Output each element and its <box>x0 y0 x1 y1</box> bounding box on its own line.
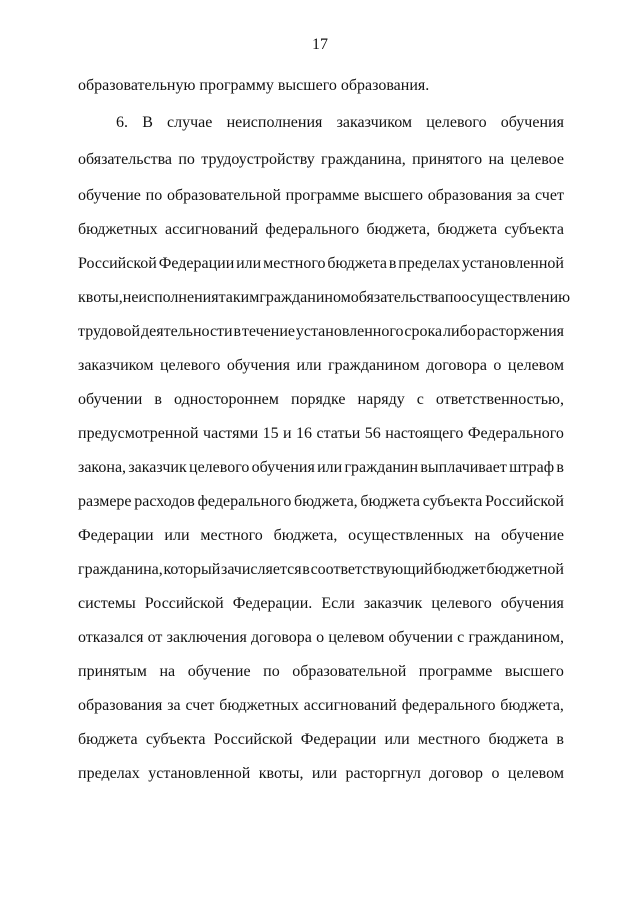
word: штраф <box>509 459 555 476</box>
word: размере <box>78 493 132 510</box>
word: Федерации <box>300 731 377 748</box>
word: бюджетных <box>78 221 158 238</box>
word: ответственностью, <box>435 391 564 408</box>
word: с <box>457 629 465 646</box>
text-line <box>78 526 564 546</box>
word: по <box>145 187 163 204</box>
word: бюджета <box>360 493 421 510</box>
word: гражданин <box>344 459 419 476</box>
word: неисполнения <box>122 289 219 306</box>
word: Если <box>321 595 355 612</box>
text-line <box>78 186 564 206</box>
word: за <box>516 187 531 204</box>
word: с <box>416 391 424 408</box>
page-number: 17 <box>312 36 328 53</box>
word: бюджета, <box>366 221 431 238</box>
word: федерального <box>265 221 360 238</box>
word: образования <box>427 187 513 204</box>
word: гражданином <box>328 357 420 374</box>
word: зачисляется <box>221 561 302 578</box>
word: в <box>233 323 242 340</box>
word: таким <box>218 289 260 306</box>
word: о <box>493 357 502 374</box>
word: или <box>384 731 410 748</box>
word: 6. <box>116 114 128 131</box>
word: договор <box>429 765 484 782</box>
word: выплачивает <box>420 459 507 476</box>
word: или <box>317 459 343 476</box>
word: за <box>167 697 181 714</box>
word: либо <box>443 323 476 340</box>
word: обучение <box>78 187 141 204</box>
word: целевом <box>328 629 385 646</box>
word: договора <box>251 629 312 646</box>
word: бюджета, <box>294 493 358 510</box>
word: Федерального <box>467 425 564 442</box>
word: субъекта <box>422 493 483 510</box>
word: в <box>556 459 564 476</box>
word: В <box>142 114 153 131</box>
word: гражданином, <box>468 629 564 646</box>
word: образовательной <box>292 663 407 680</box>
word: квоты, <box>78 289 123 306</box>
word: от <box>147 629 163 646</box>
word: ассигнований <box>303 697 397 714</box>
word: который <box>163 561 221 578</box>
word: Российской <box>485 493 564 510</box>
word: субъекта <box>504 221 564 238</box>
word: бюджета <box>437 221 498 238</box>
word: целевом <box>507 357 564 374</box>
word: обучения <box>500 595 564 612</box>
word: в <box>154 391 162 408</box>
word: осуществленных <box>348 527 464 544</box>
word: принятым <box>78 663 147 680</box>
word: обучение <box>187 663 251 680</box>
word: наряду <box>357 391 405 408</box>
word: на <box>474 527 491 544</box>
text-line <box>78 696 564 716</box>
word: ассигнований <box>164 221 259 238</box>
text-line <box>78 390 564 410</box>
text-line <box>78 288 571 308</box>
word: федерального <box>401 697 496 714</box>
word: бюджета <box>488 731 549 748</box>
word: настоящего <box>385 425 464 442</box>
word: пределах <box>78 765 140 782</box>
word: местного <box>417 731 481 748</box>
word: расторгнул <box>345 765 421 782</box>
word: закона, <box>78 459 127 476</box>
word: заказчик <box>128 459 187 476</box>
word: договора <box>426 357 487 374</box>
word: системы <box>78 595 136 612</box>
word: трудоустройству <box>201 151 315 168</box>
word: или <box>311 765 338 782</box>
word: порядке <box>290 391 346 408</box>
word: на <box>488 151 505 168</box>
word: бюджета, <box>273 527 338 544</box>
word: программе <box>418 663 493 680</box>
word: в <box>302 561 310 578</box>
text-line <box>78 730 564 750</box>
word: заказчик <box>363 595 423 612</box>
word: образования <box>78 697 163 714</box>
word: заказчиком <box>336 114 413 131</box>
word: деятельности <box>141 323 233 340</box>
text-line <box>78 322 564 342</box>
word: целевого <box>189 459 250 476</box>
word: о <box>491 765 500 782</box>
word: Федерации <box>78 527 154 544</box>
text-line <box>78 424 564 444</box>
word: местного <box>200 527 263 544</box>
text-line <box>78 254 564 274</box>
word: бюджет <box>433 561 486 578</box>
word: по <box>263 663 280 680</box>
word: пределах <box>398 255 461 272</box>
word: обучения <box>500 114 564 131</box>
word: целевого <box>426 114 487 131</box>
word: высшего <box>363 187 423 204</box>
word: 15 <box>262 425 279 442</box>
text-line <box>78 150 564 170</box>
word: или <box>296 357 322 374</box>
text-line <box>78 594 564 614</box>
word: по <box>178 151 195 168</box>
word: субъекта <box>145 731 206 748</box>
word: одностороннем <box>174 391 279 408</box>
word: местного <box>263 255 326 272</box>
word: срока <box>404 323 443 340</box>
word: Российской <box>213 731 293 748</box>
word: высшего <box>504 663 564 680</box>
word: расторжения <box>476 323 564 340</box>
word: принятого <box>412 151 483 168</box>
word: обучении <box>388 629 453 646</box>
word: квоты, <box>258 765 304 782</box>
word: гражданина, <box>78 561 163 578</box>
word: федерального <box>197 493 292 510</box>
word: целевом <box>507 765 564 782</box>
text-line <box>78 764 564 784</box>
text-line <box>78 560 564 580</box>
text-line <box>78 458 564 478</box>
word: установленной <box>148 765 251 782</box>
word: на <box>159 663 176 680</box>
word: бюджета <box>327 255 388 272</box>
word: гражданином <box>259 289 351 306</box>
word: установленного <box>295 323 404 340</box>
word: заказчиком <box>78 357 154 374</box>
word: или <box>164 527 190 544</box>
word: предусмотренной <box>78 425 199 442</box>
word: обязательства <box>78 151 173 168</box>
word: соответствующий <box>310 561 433 578</box>
word: Российской <box>144 595 224 612</box>
word: частями <box>203 425 259 442</box>
word: целевого <box>159 357 221 374</box>
word: о <box>316 629 325 646</box>
text-line <box>116 113 564 133</box>
word: образовательной <box>166 187 281 204</box>
word: и <box>283 425 292 442</box>
word: целевого <box>431 595 492 612</box>
word: в <box>388 255 397 272</box>
word: установленной <box>461 255 564 272</box>
word: обучении <box>78 391 143 408</box>
word: счет <box>185 697 215 714</box>
word: Федерации. <box>232 595 313 612</box>
word: обучения <box>226 357 290 374</box>
word: статьи <box>316 425 361 442</box>
word: трудовой <box>78 323 141 340</box>
word: бюджета <box>78 731 138 748</box>
word: течение <box>241 323 295 340</box>
word: Российской <box>78 255 157 272</box>
word: отказался <box>78 629 144 646</box>
word: по <box>444 289 462 306</box>
word: бюджетных <box>219 697 299 714</box>
word: расходов <box>134 493 195 510</box>
word: в <box>556 731 564 748</box>
word: бюджетной <box>486 561 564 578</box>
text-line <box>78 492 564 512</box>
word: 56 <box>364 425 381 442</box>
word: целевое <box>510 151 564 168</box>
word: гражданина, <box>321 151 406 168</box>
text-line: образовательную программу высшего образования. <box>78 77 430 94</box>
word: программе <box>285 187 360 204</box>
word: 16 <box>296 425 313 442</box>
word: заключения <box>166 629 247 646</box>
word: Федерации <box>158 255 235 272</box>
word: обязательства <box>350 289 445 306</box>
word: или <box>236 255 262 272</box>
text-line <box>78 662 564 682</box>
word: неисполнения <box>226 114 323 131</box>
word: бюджета, <box>500 697 564 714</box>
word: обучение <box>501 527 564 544</box>
word: обучения <box>251 459 315 476</box>
text-line <box>78 220 564 240</box>
word: осуществлению <box>461 289 571 306</box>
text-line <box>78 356 564 376</box>
text-line <box>78 628 564 648</box>
word: случае <box>167 114 213 131</box>
word: счет <box>535 187 564 204</box>
